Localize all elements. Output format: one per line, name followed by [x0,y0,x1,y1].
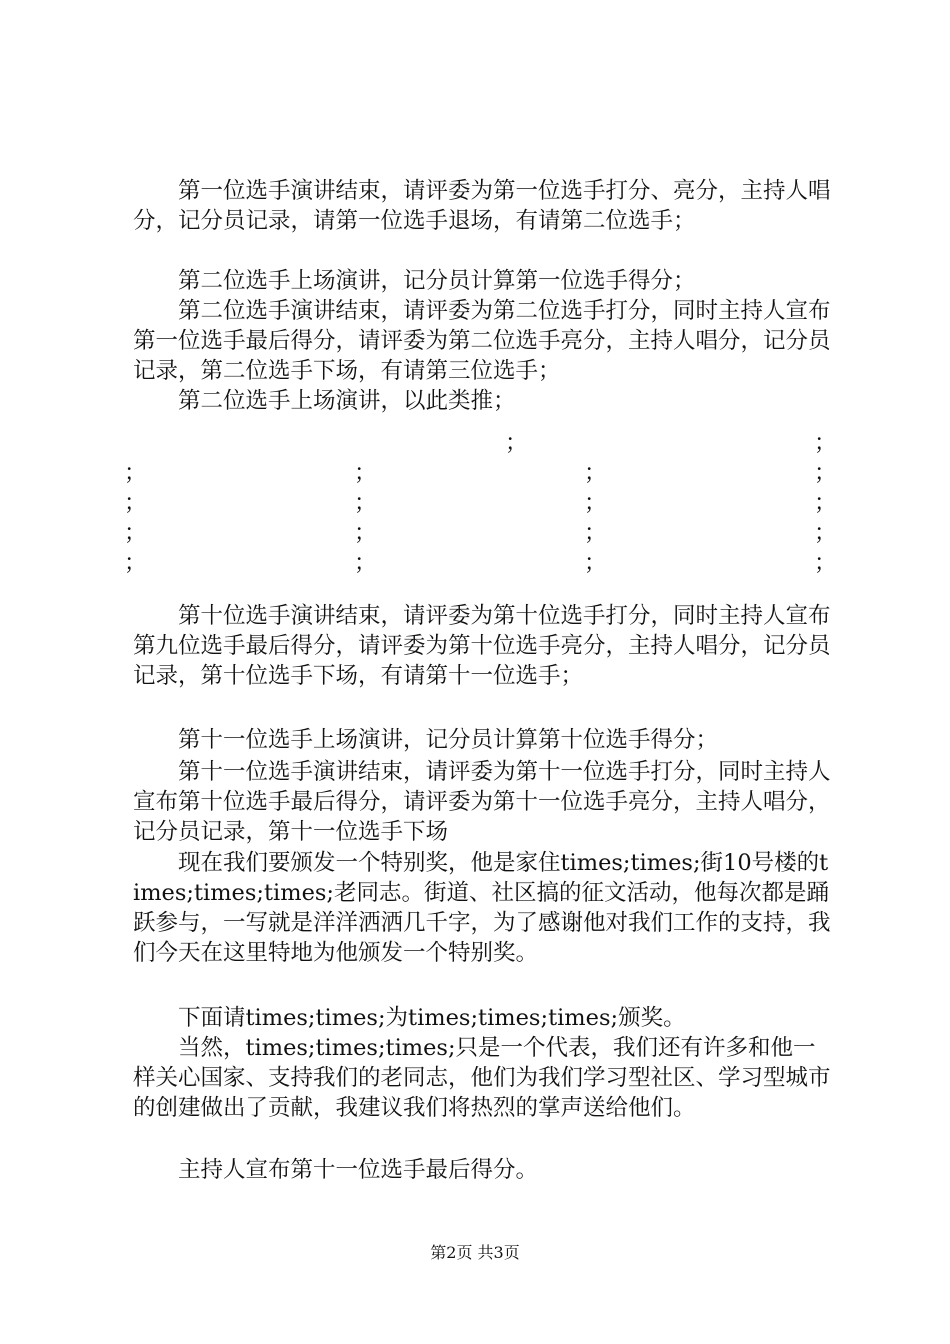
paragraph-9: 下面请times;times;为times;times;times;颁奖。 [133,1005,686,1031]
paragraph-2: 第二位选手上场演讲，记分员计算第一位选手得分； [133,268,696,294]
semicolon: ； [584,460,607,486]
paragraph-5: 第十位选手演讲结束，请评委为第十位选手打分，同时主持人宣布第九位选手最后得分，请评委为第十位选手亮分，主持人唱分，记分员记录，第十位选手下场，有请第十一位选手； [133,603,831,689]
semicolon: ； [124,550,147,576]
paragraph-11: 主持人宣布第十一位选手最后得分。 [133,1157,539,1183]
semicolon: ； [584,550,607,576]
semicolon-row [0,548,950,578]
semicolon: ； [124,520,147,546]
semicolon: ； [354,460,377,486]
semicolon-row [0,458,950,488]
semicolon: ； [124,490,147,516]
semicolon: ； [814,520,837,546]
semicolon-row [0,488,950,518]
paragraph-10: 当然，times;times;times;只是一个代表，我们还有许多和他一样关心国家、支持我们的老同志，他们为我们学习型社区、学习型城市的创建做出了贡献，我建议我们将热烈的掌声送给他们。 [133,1035,831,1121]
paragraph-4: 第二位选手上场演讲，以此类推； [133,388,516,414]
semicolon-row [0,518,950,548]
semicolon: ； [354,550,377,576]
semicolon: ； [814,430,837,456]
semicolon: ； [814,460,837,486]
paragraph-1: 第一位选手演讲结束，请评委为第一位选手打分、亮分，主持人唱分，记分员记录，请第一位选手退场，有请第二位选手； [133,178,831,234]
semicolon-row [0,428,950,458]
semicolon: ； [814,550,837,576]
paragraph-7: 第十一位选手演讲结束，请评委为第十一位选手打分，同时主持人宣布第十位选手最后得分，请评委为第十一位选手亮分，主持人唱分，记分员记录，第十一位选手下场 [133,759,831,845]
semicolon: ； [814,490,837,516]
paragraph-8: 现在我们要颁发一个特别奖，他是家住times;times;街10号楼的times;times;times;老同志。街道、社区搞的征文活动，他每次都是踊跃参与，一写就是洋洋洒洒几千字，为了感谢他对我们工作的支持，我们今天在这里特地为他颁发一个特别奖。 [133,850,831,966]
semicolon: ； [354,520,377,546]
semicolon: ； [124,460,147,486]
semicolon: ； [354,490,377,516]
semicolon: ； [584,490,607,516]
semicolon: ； [505,430,528,456]
semicolon: ； [584,520,607,546]
page-footer: 第2页 共3页 [430,1243,520,1262]
paragraph-6: 第十一位选手上场演讲，记分员计算第十位选手得分； [133,727,719,753]
paragraph-3: 第二位选手演讲结束，请评委为第二位选手打分，同时主持人宣布第一位选手最后得分，请评委为第二位选手亮分，主持人唱分，记分员记录，第二位选手下场，有请第三位选手； [133,298,831,384]
